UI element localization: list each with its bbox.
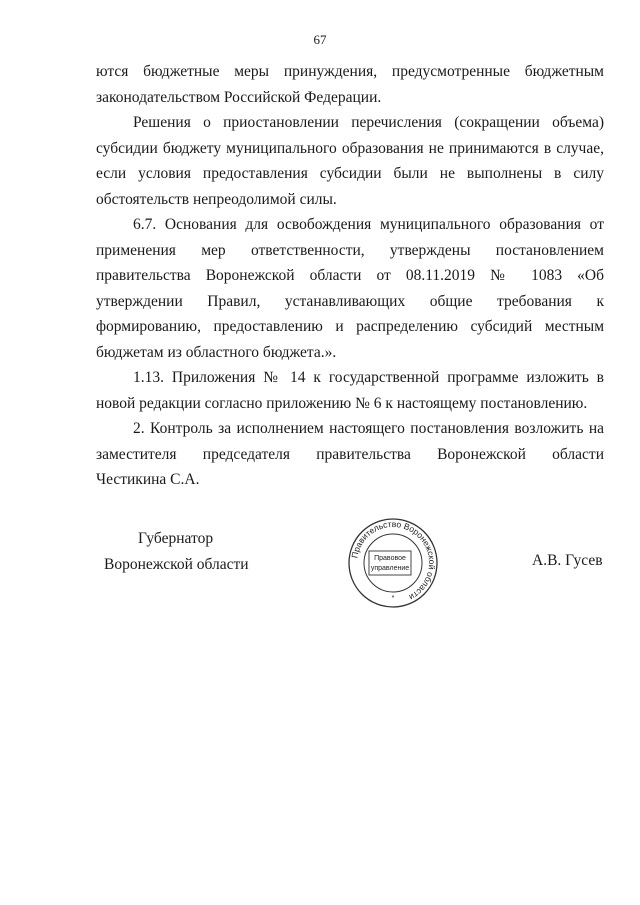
signatory-name: А.В. Гусев <box>532 552 603 569</box>
paragraph-4: 1.13. Приложения № 14 к государственной программе изложить в новой редакции согласно приложению № 6 к настоящему постановлению. <box>96 369 604 412</box>
official-stamp <box>340 518 446 608</box>
svg-text:Правительство Воронежской обла: Правительство Воронежской области <box>349 518 438 603</box>
signatory-title-line-1: Губернатор <box>138 530 214 547</box>
paragraph-5-line-1: 2. Контроль за исполнением настоящего постановления возложить на <box>133 420 604 437</box>
paragraph-5-line-3: Честикина С.А. <box>96 471 200 488</box>
stamp-inner-line-1: Правовое <box>374 555 406 562</box>
stamp-seal-icon <box>340 518 446 608</box>
document-body <box>96 59 604 493</box>
page-number: 67 <box>313 32 327 47</box>
signatory-title <box>104 526 249 577</box>
stamp-inner-line-2: управление <box>370 565 410 572</box>
paragraph-3: 6.7. Основания для освобождения муниципального образования от применения мер ответственности, утверждены постановлением правительства Воронежской области от 08.11.2019 № 1083 «Об утверждении Правил, устанавливающих общие требования к формированию, предоставлению и распределению субсидий местным бюджетам из областного бюджета.». <box>96 216 604 361</box>
paragraph-1: ются бюджетные меры принуждения, предусмотренные бюджетным законодательством Российской Федерации. <box>96 63 604 106</box>
stamp-star: * <box>391 595 395 602</box>
signatory-title-line-2: Воронежской области <box>104 555 249 573</box>
paragraph-5-line-2: заместителя председателя правительства Воронежской области <box>96 445 604 463</box>
paragraph-2: Решения о приостановлении перечисления (сокращении объема) субсидии бюджету муниципального образования не принимаются в случае, если условия предоставления субсидии были не выполнены в силу обстоятельств непреодолимой силы. <box>96 114 604 208</box>
